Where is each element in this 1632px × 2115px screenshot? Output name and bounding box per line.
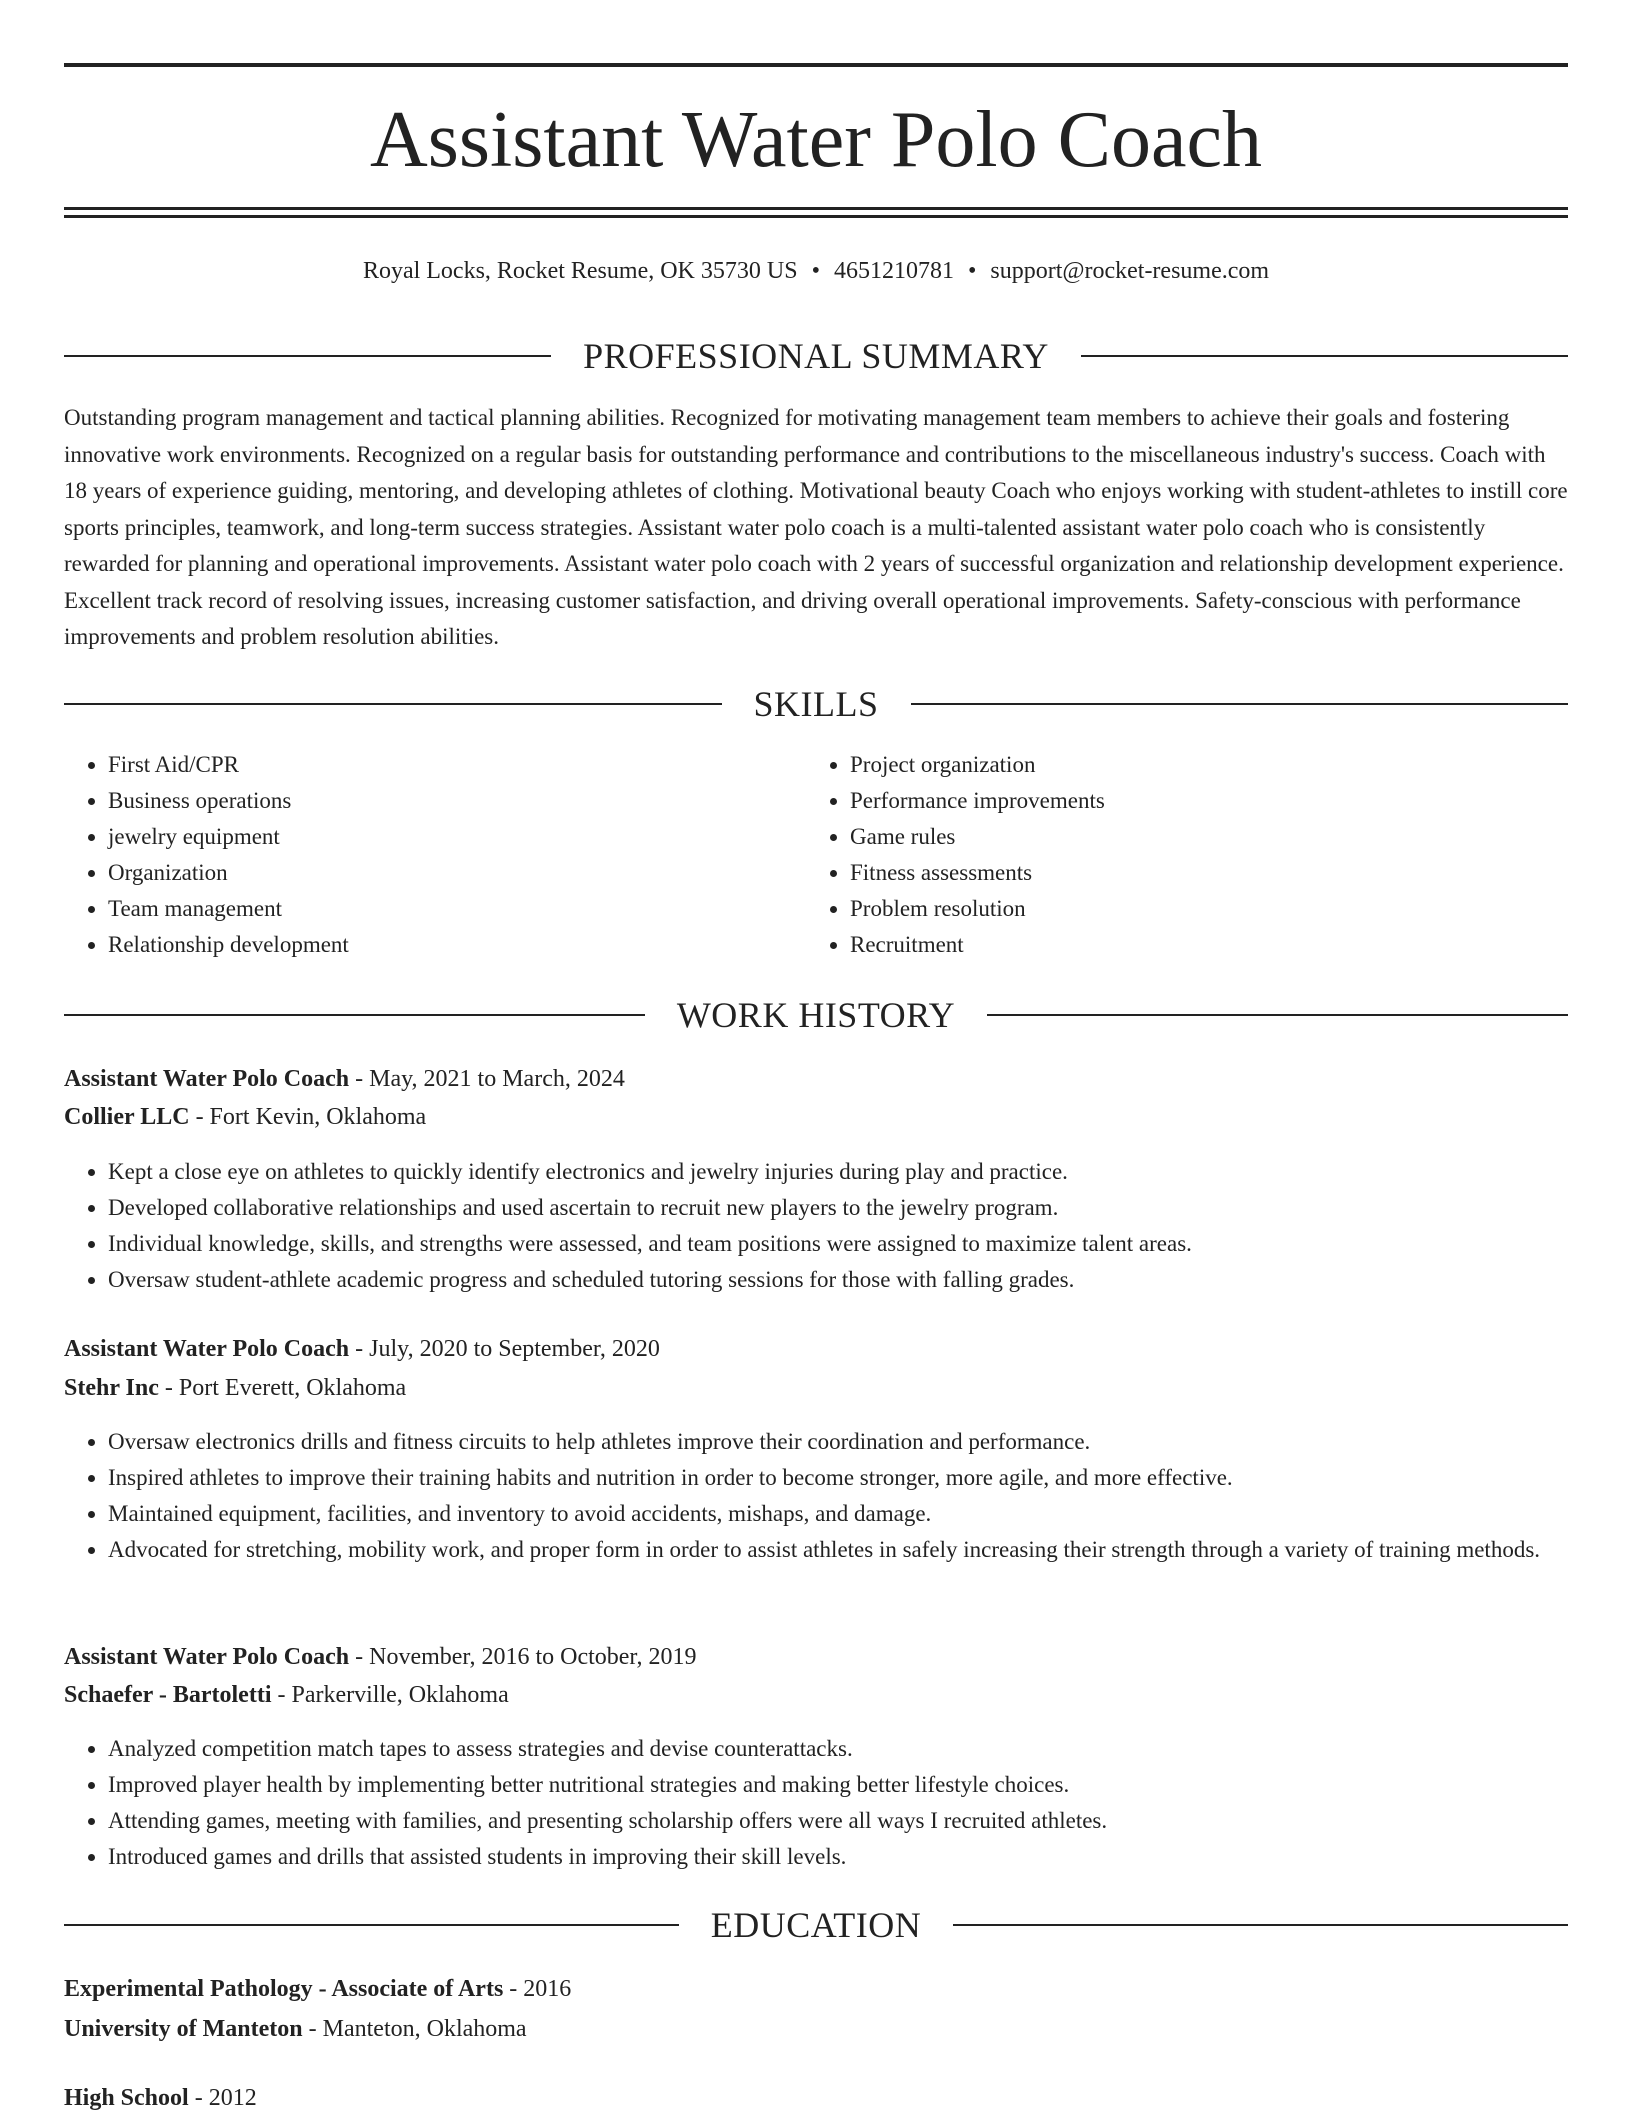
job-bullets (64, 1424, 1568, 1568)
job-dates: - July, 2020 to September, 2020 (355, 1336, 660, 1362)
job-title-line (64, 1640, 1568, 1674)
skills-list-left (64, 747, 798, 963)
list-item: • Improved player health by implementing better nutritional strategies and making better lifestyle choices. (108, 1767, 1568, 1803)
job-company: Collier LLC (64, 1104, 190, 1130)
list-item: • Problem resolution (850, 891, 1590, 927)
education-location: - Manteton, Oklahoma (308, 2016, 527, 2042)
contact-email: support@rocket-resume.com (990, 258, 1270, 284)
job-title-line (64, 1062, 1568, 1096)
list-item: • Individual knowledge, skills, and strengths were assessed, and team positions were assigned to maximize talent areas. (108, 1226, 1568, 1262)
job-dates: - May, 2021 to March, 2024 (355, 1066, 625, 1092)
section-title: PROFESSIONAL SUMMARY (583, 336, 1049, 376)
list-item: • Attending games, meeting with families, and presenting scholarship offers were all ways I recruited athletes. (108, 1803, 1568, 1839)
job-location: - Port Everett, Oklahoma (164, 1375, 407, 1401)
heading-rule-right (1081, 355, 1568, 357)
list-item: • Introduced games and drills that assisted students in improving their skill levels. (108, 1839, 1568, 1875)
contact-address: Royal Locks, Rocket Resume, OK 35730 US (362, 258, 798, 284)
list-item: • Organization (108, 855, 798, 891)
header-double-rule-bottom (64, 215, 1568, 218)
contact-phone: 4651210781 (833, 258, 954, 284)
heading-rule-left (64, 703, 722, 705)
contact-separator: • (967, 258, 977, 284)
list-item: • Team management (108, 891, 798, 927)
job-title: Assistant Water Polo Coach (64, 1644, 350, 1670)
list-item: • First Aid/CPR (108, 747, 798, 783)
heading-rule-right (987, 1014, 1568, 1016)
education-degree: High School (64, 2085, 189, 2111)
section-heading-summary (64, 334, 1568, 378)
list-item: • Performance improvements (850, 783, 1590, 819)
heading-rule-left (64, 1014, 645, 1016)
job-company-line (64, 1100, 1568, 1134)
header-top-rule (64, 63, 1568, 67)
summary-text: Outstanding program management and tactical planning abilities. Recognized for motivating management team members to achieve their goals and fostering innovative work environments. Recognized on a regular basis for outstanding performance and contributions to the miscellaneous industry's success. Coach with 18 years of experience guiding, mentoring, and developing athletes of clothing. Motivational beauty Coach who enjoys working with student-athletes to instill core sports principles, teamwork, and long-term success strategies. Assistant water polo coach is a multi-talented assistant water polo coach who is consistently rewarded for planning and operational improvements. Assistant water polo coach with 2 years of successful organization and relationship development experience. Excellent track record of resolving issues, increasing customer satisfaction, and driving overall operational improvements. Safety-conscious with performance improvements and problem resolution abilities. (64, 405, 1568, 649)
job-company-line (64, 1678, 1568, 1712)
job-location: - Fort Kevin, Oklahoma (195, 1104, 427, 1130)
job-company: Stehr Inc (64, 1375, 159, 1401)
job-title: Assistant Water Polo Coach (64, 1066, 350, 1092)
section-heading-work (64, 993, 1568, 1037)
list-item: • Kept a close eye on athletes to quickly identify electronics and jewelry injuries during play and practice. (108, 1154, 1568, 1190)
education-year: - 2016 (509, 1976, 572, 2002)
education-school: University of Manteton (64, 2016, 303, 2042)
section-title: WORK HISTORY (676, 995, 956, 1035)
education-school-line (64, 2012, 1568, 2046)
contact-separator: • (811, 258, 820, 284)
education-year: - 2012 (194, 2085, 257, 2111)
section-heading-education (64, 1903, 1568, 1947)
list-item: • Business operations (108, 783, 798, 819)
list-item: • Maintained equipment, facilities, and inventory to avoid accidents, mishaps, and damage. (108, 1496, 1568, 1532)
heading-rule-right (911, 703, 1569, 705)
contact-line (64, 254, 1568, 288)
job-company: Schaefer - Bartoletti (64, 1682, 272, 1708)
list-item: • Inspired athletes to improve their training habits and nutrition in order to become stronger, more agile, and more effective. (108, 1460, 1568, 1496)
heading-rule-left (64, 355, 551, 357)
list-item: • Oversaw student-athlete academic progress and scheduled tutoring sessions for those with falling grades. (108, 1262, 1568, 1298)
education-degree: Experimental Pathology - Associate of Arts (64, 1976, 504, 2002)
list-item: • Recruitment (850, 927, 1590, 963)
skills-list-right (806, 747, 1590, 963)
job-dates: - November, 2016 to October, 2019 (355, 1644, 697, 1670)
list-item: • Oversaw electronics drills and fitness circuits to help athletes improve their coordination and performance. (108, 1424, 1568, 1460)
education-degree-line (64, 2081, 1568, 2115)
job-bullets (64, 1154, 1568, 1298)
education-degree-line (64, 1972, 1568, 2006)
section-heading-skills (64, 682, 1568, 726)
section-title: SKILLS (753, 684, 879, 724)
heading-rule-right (953, 1924, 1568, 1926)
list-item: • Relationship development (108, 927, 798, 963)
resume-title: Assistant Water Polo Coach (370, 96, 1262, 184)
list-item: • jewelry equipment (108, 819, 798, 855)
list-item: • Game rules (850, 819, 1590, 855)
job-title: Assistant Water Polo Coach (64, 1336, 350, 1362)
section-title: EDUCATION (710, 1905, 922, 1945)
job-location: - Parkerville, Oklahoma (277, 1682, 509, 1708)
list-item: • Project organization (850, 747, 1590, 783)
job-title-line (64, 1332, 1568, 1366)
job-company-line (64, 1371, 1568, 1405)
list-item: • Developed collaborative relationships and used ascertain to recruit new players to the jewelry program. (108, 1190, 1568, 1226)
header-double-rule-top (64, 207, 1568, 210)
job-bullets (64, 1731, 1568, 1875)
heading-rule-left (64, 1924, 679, 1926)
list-item: • Fitness assessments (850, 855, 1590, 891)
list-item: • Analyzed competition match tapes to assess strategies and devise counterattacks. (108, 1731, 1568, 1767)
list-item: • Advocated for stretching, mobility work, and proper form in order to assist athletes in safely increasing their strength through a variety of training methods. (108, 1532, 1568, 1568)
